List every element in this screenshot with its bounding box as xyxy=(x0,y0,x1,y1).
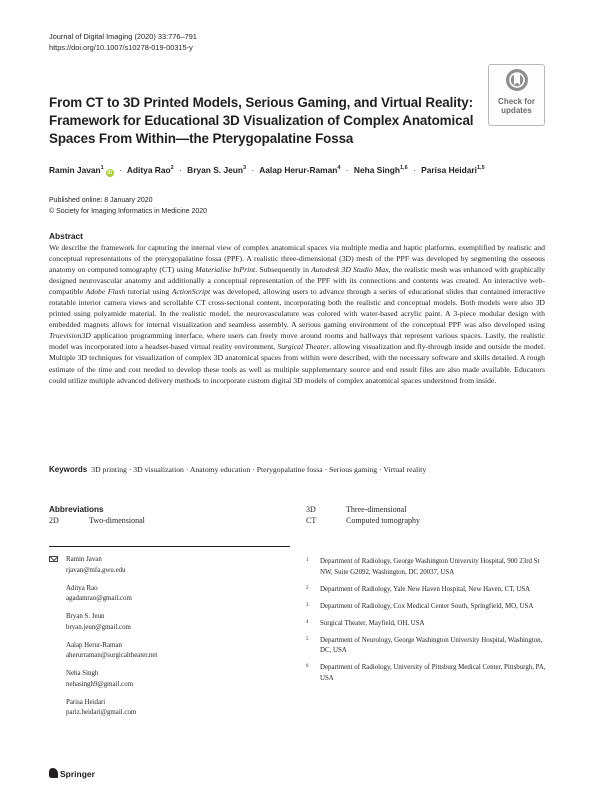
contact-name: Aalap Herur-Raman xyxy=(66,641,122,649)
abbreviation-row xyxy=(306,516,420,525)
abbreviation-definition: Computed tomography xyxy=(346,516,420,525)
abbreviation-term: 2D xyxy=(49,516,59,525)
contact-email[interactable]: rjavan@mfa.gwu.edu xyxy=(66,566,126,574)
footnote-divider xyxy=(49,546,290,547)
author-list xyxy=(49,165,485,177)
affiliation-number: 5 xyxy=(306,636,309,642)
affiliation-entry xyxy=(306,636,546,657)
contact-name: Aditya Rao xyxy=(66,584,98,592)
affiliation-text: Department of Neurology, George Washington University Hospital, Washington, DC, USA xyxy=(320,636,543,654)
affiliation-entry xyxy=(306,557,546,578)
author-name[interactable]: Aalap Herur-Raman xyxy=(259,165,338,175)
keywords-text: 3D printing · 3D visualization · Anatomy education · Pterygopalatine fossa · Serious gaming · Virtual reality xyxy=(91,465,427,474)
abbreviation-term: 3D xyxy=(306,505,316,514)
abbreviation-definition: Three-dimensional xyxy=(346,505,407,514)
author-separator: · xyxy=(179,165,182,175)
springer-horse-icon xyxy=(49,768,58,778)
author-affiliation-ref: 2 xyxy=(170,165,174,171)
affiliation-entry xyxy=(306,585,546,596)
author-separator: · xyxy=(412,165,416,175)
author-affiliation-ref: 3 xyxy=(243,165,247,171)
published-date: Published online: 8 January 2020 xyxy=(49,197,153,204)
contact-name: Bryan S. Jeun xyxy=(66,613,105,620)
contact-entry xyxy=(49,584,157,605)
abstract-software-name: Truevision3D xyxy=(49,331,91,341)
abstract-text: , allowing visualization and fly-through inside and outside the model. Multiple 3D techniques for visualization of complex 3D anatomical spaces from within were described, with the necessary software and skills detailed. A rough estimate of the time and cost needed to develop these tools as well as multiple supplementary source and end result files are also made available. Educators could utilize multiple advanced delivery methods to incorporate custom digital 3D models of complex anatomical spaces understood from inside. xyxy=(49,342,545,385)
check-for-label: Check for xyxy=(498,97,535,106)
affiliation-entry xyxy=(306,602,546,613)
bookmark-icon xyxy=(506,69,528,91)
author-contacts xyxy=(49,555,157,726)
contact-name: Ramin Javan xyxy=(66,556,102,563)
author-separator: · xyxy=(345,165,349,175)
paper-title: From CT to 3D Printed Models, Serious Gaming, and Virtual Reality: Framework for Educational 3D Visualization of Complex Anatomical Spaces From Within—the Pterygopalatine Fossa xyxy=(49,95,474,146)
abbreviation-term: CT xyxy=(306,516,317,525)
author-affiliation-ref: 1,6 xyxy=(400,165,408,171)
author-name[interactable]: Parisa Heidari xyxy=(421,165,477,175)
affiliation-number: 3 xyxy=(306,602,309,608)
abstract-body xyxy=(49,242,545,386)
contact-email[interactable]: pariz.heidari@gmail.com xyxy=(66,709,137,716)
keywords-line xyxy=(49,465,426,474)
contact-email[interactable]: bryan.jeun@gmail.com xyxy=(66,623,131,631)
contact-name: Parisa Heidari xyxy=(66,698,106,706)
abbreviation-definition: Two-dimensional xyxy=(89,516,145,525)
abbreviation-row xyxy=(49,516,145,525)
contact-entry xyxy=(49,555,157,576)
abstract-text: , the realistic mesh was enhanced with graphically designed neurovascular anatomy and additionally a conceptual representation of the PPF with its connections and contents was created. An interactive web-compatible xyxy=(49,265,545,297)
affiliation-text: Department of Radiology, University of Pittsburg Medical Center, Pittsburgh, PA, USA xyxy=(320,664,546,682)
publication-info xyxy=(49,195,207,217)
abstract-software-name: Adobe Flash xyxy=(85,287,126,297)
affiliation-text: Department of Radiology, Cox Medical Center South, Springfield, MO, USA xyxy=(320,602,534,610)
journal-citation: Journal of Digital Imaging (2020) 33:776–791 xyxy=(49,32,197,41)
author-affiliation-ref: 1,5 xyxy=(476,165,485,171)
author-name[interactable]: Neha Singh xyxy=(353,165,400,175)
abbreviations-heading: Abbreviations xyxy=(49,505,104,514)
contact-entry xyxy=(49,669,157,690)
contact-email[interactable]: agadamrao@gmail.com xyxy=(66,595,132,602)
abstract-text: . Subsequently in xyxy=(255,265,312,275)
affiliation-number: 4 xyxy=(306,619,309,625)
abstract-software-name: Autodesk 3D Studio Max xyxy=(311,265,389,275)
envelope-icon xyxy=(49,556,58,562)
keywords-label: Keywords xyxy=(49,465,88,474)
publisher-name: Springer xyxy=(60,769,95,779)
affiliation-text: Department of Radiology, Yale New Haven Hospital, New Haven, CT, USA xyxy=(320,585,531,593)
abstract-software-name: ActionScript xyxy=(171,287,211,297)
author-name[interactable]: Aditya Rao xyxy=(126,165,171,175)
contact-email[interactable]: nehasingh9@gmail.com xyxy=(66,680,134,688)
abstract-text: application programming interface, where users can freely move around rooms and hallways that represent various spaces. Lastly, the realistic model was incorporated into a headset-based virtual reality environment, xyxy=(49,331,545,352)
abbreviation-row xyxy=(306,505,406,514)
affiliation-number: 1 xyxy=(306,558,309,563)
author-name[interactable]: Bryan S. Jeun xyxy=(187,165,243,175)
journal-header xyxy=(49,31,197,53)
abstract-heading: Abstract xyxy=(49,231,83,241)
contact-email[interactable]: aherurraman@surgicaltheater.net xyxy=(66,652,158,659)
author-separator: · xyxy=(119,165,122,175)
abstract-software-name: Materialise InPrint xyxy=(195,265,256,275)
contact-entry xyxy=(49,641,157,662)
author-name[interactable]: Ramin Javan xyxy=(49,165,101,175)
affiliation-entry xyxy=(306,663,546,684)
affiliation-entry xyxy=(306,619,546,630)
doi-link[interactable]: https://doi.org/10.1007/s10278-019-00315-y xyxy=(49,43,193,52)
abstract-text: We describe the framework for capturing the internal view of complex anatomical spaces via multiple media and haptic platforms, exemplified by realistic and conceptual representations of the pterygopalatine fossa (PPF). A realistic three-dimensional (3D) mesh of the PPF was developed by segmenting the osseous anatomy on computed tomography (CT) using xyxy=(49,243,545,275)
contact-entry xyxy=(49,612,157,633)
affiliation-text: Department of Radiology, George Washington University Hospital, 900 23rd St NW, Suite G2092, Washington, DC 20037, USA xyxy=(320,558,540,576)
author-affiliation-ref: 1 xyxy=(100,165,104,171)
copyright-notice: © Society for Imaging Informatics in Medicine 2020 xyxy=(49,208,208,215)
abstract-text: was developed, allowing users to advance through a series of educational slides that contained interactive rotatable interior camera views and scrollable CT cross-sectional content, incorporating both the realistic and conceptual models. Both models were also 3D printed using polyamide material. In the realistic model, the neurovasculature was colored with water-based acrylic paint. A 3-piece modular design with embedded magnets allows for internal visualization and seamless assembly. A serious gaming environment of the conceptual PPF was also developed using xyxy=(49,287,545,330)
author-separator: · xyxy=(251,165,255,175)
publisher-logo xyxy=(49,768,95,779)
check-for-updates-button[interactable] xyxy=(488,64,545,126)
abstract-software-name: Surgical Theater xyxy=(277,342,330,352)
affiliation-number: 2 xyxy=(306,585,309,591)
updates-label: updates xyxy=(501,106,532,115)
abstract-text: tutorial using xyxy=(125,287,172,297)
contact-entry xyxy=(49,698,157,719)
affiliations-list xyxy=(306,557,546,691)
author-affiliation-ref: 4 xyxy=(337,165,341,171)
contact-name: Neha Singh xyxy=(66,670,99,677)
orcid-icon[interactable]: iD xyxy=(107,170,113,176)
affiliation-number: 6 xyxy=(306,664,309,669)
affiliation-text: Surgical Theater, Mayfield, OH, USA xyxy=(320,619,425,627)
